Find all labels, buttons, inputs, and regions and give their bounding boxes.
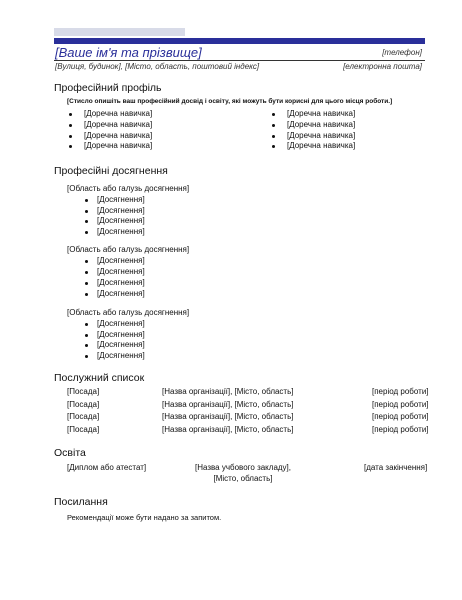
section-title-achievements: Професійні досягнення: [54, 165, 168, 177]
job-position: [Посада]: [67, 387, 100, 396]
achievement-area: [Область або галузь досягнення]: [67, 184, 190, 193]
skill-item: [Доречна навичка]: [84, 141, 153, 150]
bullet: [272, 145, 275, 148]
job-organization: [Назва організації], [Місто, область]: [162, 400, 294, 409]
achievement-item: [Досягнення]: [97, 195, 145, 204]
job-position: [Посада]: [67, 412, 100, 421]
job-organization: [Назва організації], [Місто, область]: [162, 412, 294, 421]
job-organization: [Назва організації], [Місто, область]: [162, 425, 294, 434]
section-title-education: Освіта: [54, 447, 86, 459]
bullet: [272, 135, 275, 138]
achievement-item: [Досягнення]: [97, 267, 145, 276]
bullet: [85, 220, 88, 223]
achievement-item: [Досягнення]: [97, 319, 145, 328]
achievement-item: [Досягнення]: [97, 227, 145, 236]
bullet: [85, 260, 88, 263]
education-degree: [Диплом або атестат]: [67, 463, 147, 472]
achievement-item: [Досягнення]: [97, 340, 145, 349]
section-title-references: Посилання: [54, 496, 108, 508]
bullet: [69, 145, 72, 148]
education-school: [Назва учбового закладу],: [194, 463, 292, 472]
skill-item: [Доречна навичка]: [287, 141, 356, 150]
achievement-area: [Область або галузь досягнення]: [67, 245, 190, 254]
achievement-area: [Область або галузь досягнення]: [67, 308, 190, 317]
skill-item: [Доречна навичка]: [287, 109, 356, 118]
header-accent-box: [54, 28, 185, 36]
bullet: [85, 355, 88, 358]
bullet: [85, 231, 88, 234]
achievement-item: [Досягнення]: [97, 216, 145, 225]
bullet: [85, 271, 88, 274]
bullet: [85, 210, 88, 213]
job-period: [період роботи]: [372, 387, 429, 396]
bullet: [85, 334, 88, 337]
job-organization: [Назва організації], [Місто, область]: [162, 387, 294, 396]
bullet: [272, 113, 275, 116]
achievement-item: [Досягнення]: [97, 278, 145, 287]
bullet: [69, 113, 72, 116]
bullet: [85, 323, 88, 326]
phone: [телефон]: [382, 48, 422, 57]
skill-item: [Доречна навичка]: [287, 120, 356, 129]
achievement-item: [Досягнення]: [97, 330, 145, 339]
bullet: [69, 124, 72, 127]
job-period: [період роботи]: [372, 425, 429, 434]
full-name: [Ваше ім'я та прізвище]: [55, 45, 202, 60]
bullet: [272, 124, 275, 127]
email: [електронна пошта]: [343, 62, 422, 71]
job-position: [Посада]: [67, 400, 100, 409]
bullet: [85, 293, 88, 296]
bullet: [85, 344, 88, 347]
achievement-item: [Досягнення]: [97, 256, 145, 265]
achievement-item: [Досягнення]: [97, 351, 145, 360]
references-text: Рекомендації може бути надано за запитом.: [67, 513, 222, 522]
skill-item: [Доречна навичка]: [84, 131, 153, 140]
achievement-item: [Досягнення]: [97, 289, 145, 298]
header-divider: [54, 60, 425, 61]
bullet: [85, 199, 88, 202]
skill-item: [Доречна навичка]: [287, 131, 356, 140]
job-period: [період роботи]: [372, 412, 429, 421]
education-date: [дата закінчення]: [364, 463, 428, 472]
skill-item: [Доречна навичка]: [84, 120, 153, 129]
header-accent-bar: [54, 38, 425, 44]
skill-item: [Доречна навичка]: [84, 109, 153, 118]
address: [Вулиця, будинок], [Місто, область, поштовий індекс]: [55, 62, 260, 71]
section-title-employment: Послужний список: [54, 372, 145, 384]
achievement-item: [Досягнення]: [97, 206, 145, 215]
profile-intro: [Стисло опишіть ваш професійний досвід і освіту, які можуть бути корисні для цього місця роботи.]: [67, 98, 393, 105]
education-location: [Місто, область]: [213, 474, 273, 483]
bullet: [69, 135, 72, 138]
job-period: [період роботи]: [372, 400, 429, 409]
bullet: [85, 282, 88, 285]
section-title-profile: Професійний профіль: [54, 82, 162, 94]
job-position: [Посада]: [67, 425, 100, 434]
